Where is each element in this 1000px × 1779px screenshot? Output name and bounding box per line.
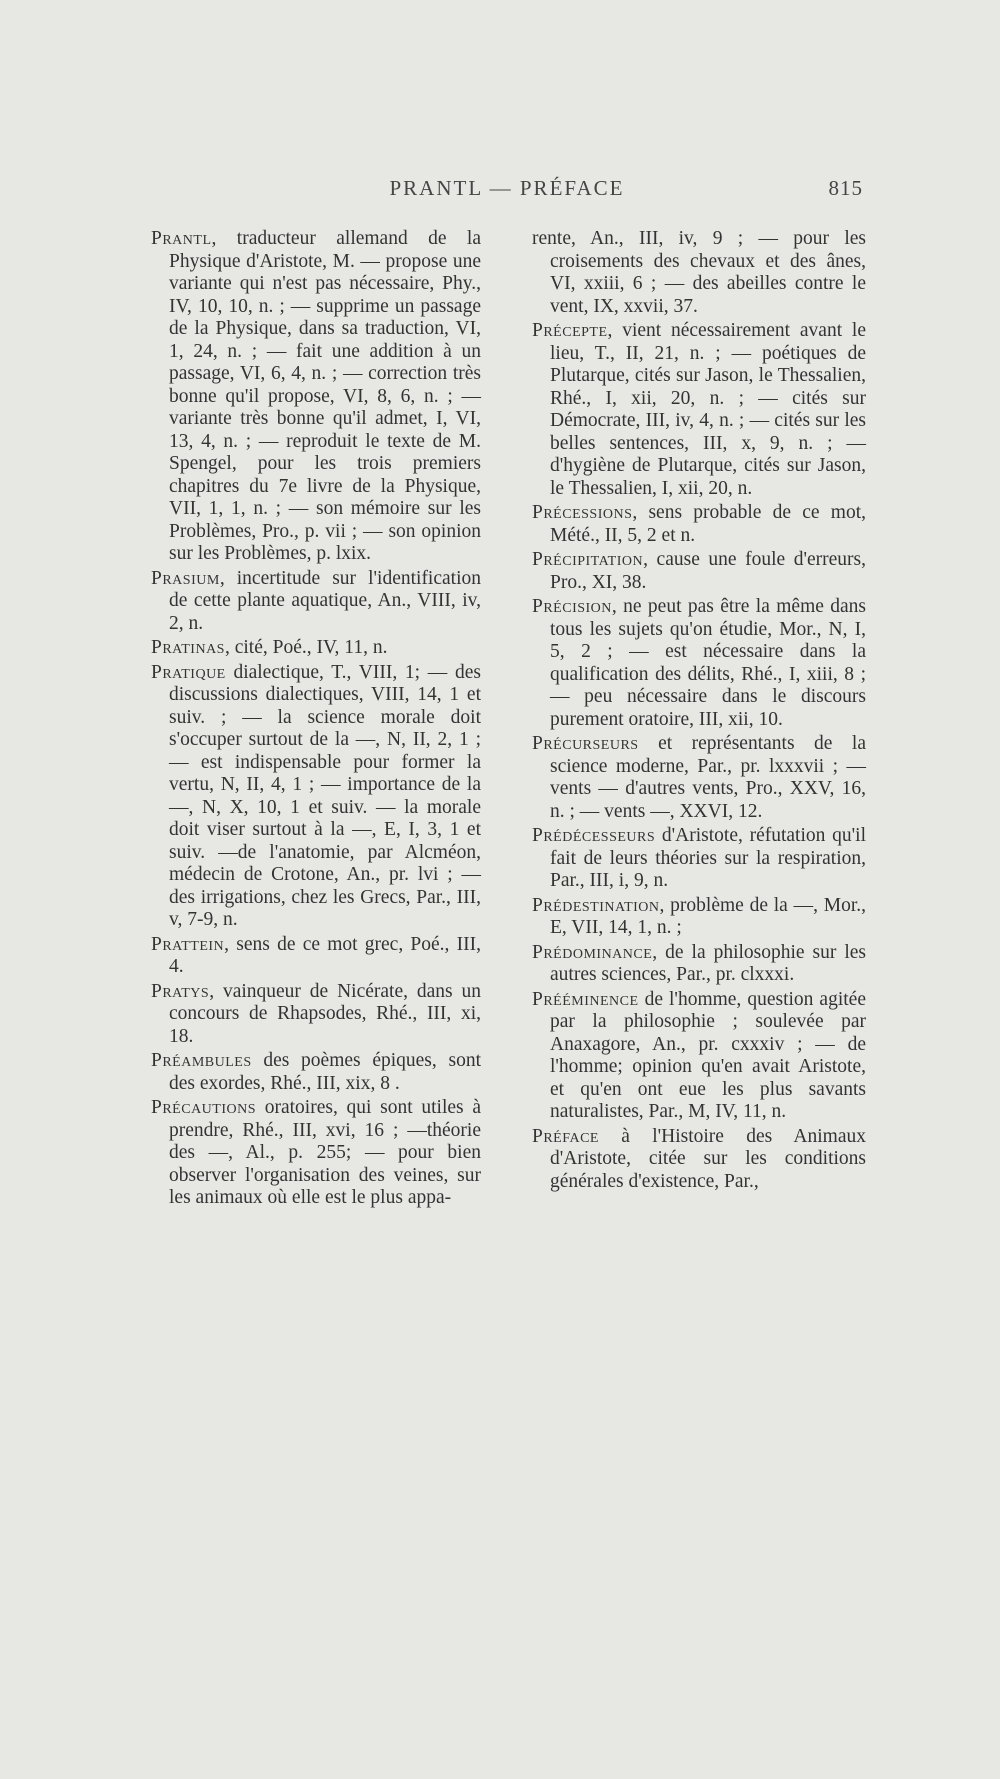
index-entry xyxy=(151,662,481,932)
index-entry xyxy=(151,981,481,1049)
entry-text: , ne peut pas être la même dans tous les sujets qu'on étudie, Mor., N, I, 5, 2 ; — est nécessaire dans la qualification des délits, Rhé., I, xiii, 8 ; — peu nécessaire dans le discours purement oratoire, III, xii, 10. xyxy=(550,596,866,730)
entry-headword: Préambules xyxy=(151,1050,252,1071)
entry-headword: Prasium xyxy=(151,567,220,589)
entry-headword: Précurseurs xyxy=(532,733,639,754)
index-entry-continued xyxy=(532,228,866,318)
entry-text: et représentants de la science moderne, Par., pr. lxxxvii ; — vents — d'autres vents, Pro., XXV, 16, n. ; — vents —, XXVI, 12. xyxy=(550,733,866,822)
running-header xyxy=(151,176,863,208)
entry-text: , cause une foule d'erreurs, Pro., XI, 38. xyxy=(550,549,866,593)
page-number: 815 xyxy=(828,176,863,200)
entry-headword: Prédécesseurs xyxy=(532,825,656,846)
entry-headword: Pratys xyxy=(151,980,210,1002)
entry-text: des poèmes épiques, sont des exordes, Rhé., III, xix, 8 . xyxy=(169,1050,481,1094)
left-column xyxy=(151,228,481,1212)
entry-text: oratoires, qui sont utiles à prendre, Rhé., III, xvi, 16 ; —théorie des —, Al., p. 255; — pour bien observer l'organisation des veines, sur les animaux où elle est le plus appa- xyxy=(169,1097,481,1208)
running-title: PRANTL — PRÉFACE xyxy=(389,176,625,200)
entry-text: dialectique, T., VIII, 1; — des discussions dialectiques, VIII, 14, 1 et suiv. ; — la science morale doit s'occuper surtout de la —, N, II, 2, 1 ; — est indispensable pour former la vertu, N, II, 4, 1 ; — importance de la —, N, X, 10, 1 et suiv. — la morale doit viser surtout à la —, E, I, 3, 1 et suiv. —de l'anatomie, par Alcméon, médecin de Crotone, An., pr. lvi ; — des irrigations, chez les Grecs, Par., III, v, 7-9, n. xyxy=(169,661,481,930)
index-entry xyxy=(532,825,866,893)
entry-text: , sens de ce mot grec, Poé., III, 4. xyxy=(169,933,481,977)
index-entry xyxy=(151,228,481,566)
right-column xyxy=(532,228,866,1195)
index-entry xyxy=(151,1050,481,1095)
entry-headword: Pratique xyxy=(151,661,226,683)
index-entry xyxy=(532,596,866,731)
entry-text: , vient nécessairement avant le lieu, T., II, 21, n. ; — poétiques de Plutarque, cités sur Jason, le Thessalien, Rhé., I, xii, 20, n. ; — cités sur Démocrate, III, iv, 4, n. ; — cités sur les belles sentences, III, x, 9, n. ; — d'hygiène de Plutarque, cités sur Jason, le Thessalien, I, xii, 20, n. xyxy=(550,320,866,499)
index-entry xyxy=(532,895,866,940)
entry-text: , de la philosophie sur les autres sciences, Par., pr. clxxxi. xyxy=(550,941,866,985)
entry-headword: Pratinas xyxy=(151,637,225,658)
index-entry xyxy=(532,942,866,987)
entry-headword: Précision xyxy=(532,596,612,617)
entry-headword: Prantl xyxy=(151,228,212,249)
index-entry xyxy=(532,733,866,823)
entry-headword: Prédestination xyxy=(532,894,660,916)
index-entry xyxy=(532,502,866,547)
index-entry xyxy=(532,989,866,1124)
entry-headword: Prédominance xyxy=(532,941,653,963)
entry-text: , traducteur allemand de la Physique d'Aristote, M. — propose une variante qui n'est pas nécessaire, Phy., IV, 10, 10, n. ; — supprime un passage de la Physique, dans sa traduction, VI, 1, 24, n. ; — fait une addition à un passage, VI, 6, 4, n. ; — correction très bonne qu'il propose, VI, 8, 6, n. ; — variante très bonne qu'il admet, I, VI, 13, 4, n. ; — reproduit le texte de M. Spengel, pour les trois premiers chapitres du 7e livre de la Physique, VII, 1, 1, n. ; — son mémoire sur les Problèmes, Pro., p. vii ; — son opinion sur les Problèmes, p. lxix. xyxy=(169,228,481,564)
entry-headword: Précepte xyxy=(532,320,608,341)
entry-text: , vainqueur de Nicérate, dans un concours de Rhapsodes, Rhé., III, xi, 18. xyxy=(169,980,481,1047)
index-entry xyxy=(532,1126,866,1194)
index-entry xyxy=(151,568,481,636)
entry-headword: Préface xyxy=(532,1125,599,1147)
index-entry xyxy=(532,549,866,594)
entry-headword: Précipitation xyxy=(532,549,644,570)
entry-headword: Prééminence xyxy=(532,988,639,1010)
entry-text: , problème de la —, Mor., E, VII, 14, 1, n. ; xyxy=(550,894,866,938)
entry-headword: Prattein xyxy=(151,933,225,955)
entry-text: rente, An., III, iv, 9 ; — pour les croisements des chevaux et des ânes, VI, xxiii, 6 ; — des abeilles contre le vent, IX, xxvii, 37. xyxy=(532,228,866,317)
entry-text: , incertitude sur l'identification de cette plante aquatique, An., VIII, iv, 2, n. xyxy=(169,567,481,634)
index-entry xyxy=(151,934,481,979)
index-entry xyxy=(151,1097,481,1210)
index-entry xyxy=(532,320,866,500)
entry-text: à l'Histoire des Animaux d'Aristote, citée sur les conditions générales d'existence, Par., xyxy=(550,1125,866,1192)
entry-headword: Précessions xyxy=(532,502,633,523)
entry-text: de l'homme, question agitée par la philosophie ; soulevée par Anaxagore, An., pr. cxxxiv ; — de l'homme; opinion qu'en avait Aristote, et qu'en ont eue les plus savants naturalistes, Par., M, IV, 11, n. xyxy=(550,988,866,1122)
entry-headword: Précautions xyxy=(151,1097,257,1118)
entry-text: , cité, Poé., IV, 11, n. xyxy=(224,637,388,658)
entry-text: d'Aristote, réfutation qu'il fait de leurs théories sur la respiration, Par., III, i, 9, n. xyxy=(550,825,866,891)
index-entry xyxy=(151,637,481,660)
entry-text: , sens probable de ce mot, Mété., II, 5, 2 et n. xyxy=(550,502,866,546)
